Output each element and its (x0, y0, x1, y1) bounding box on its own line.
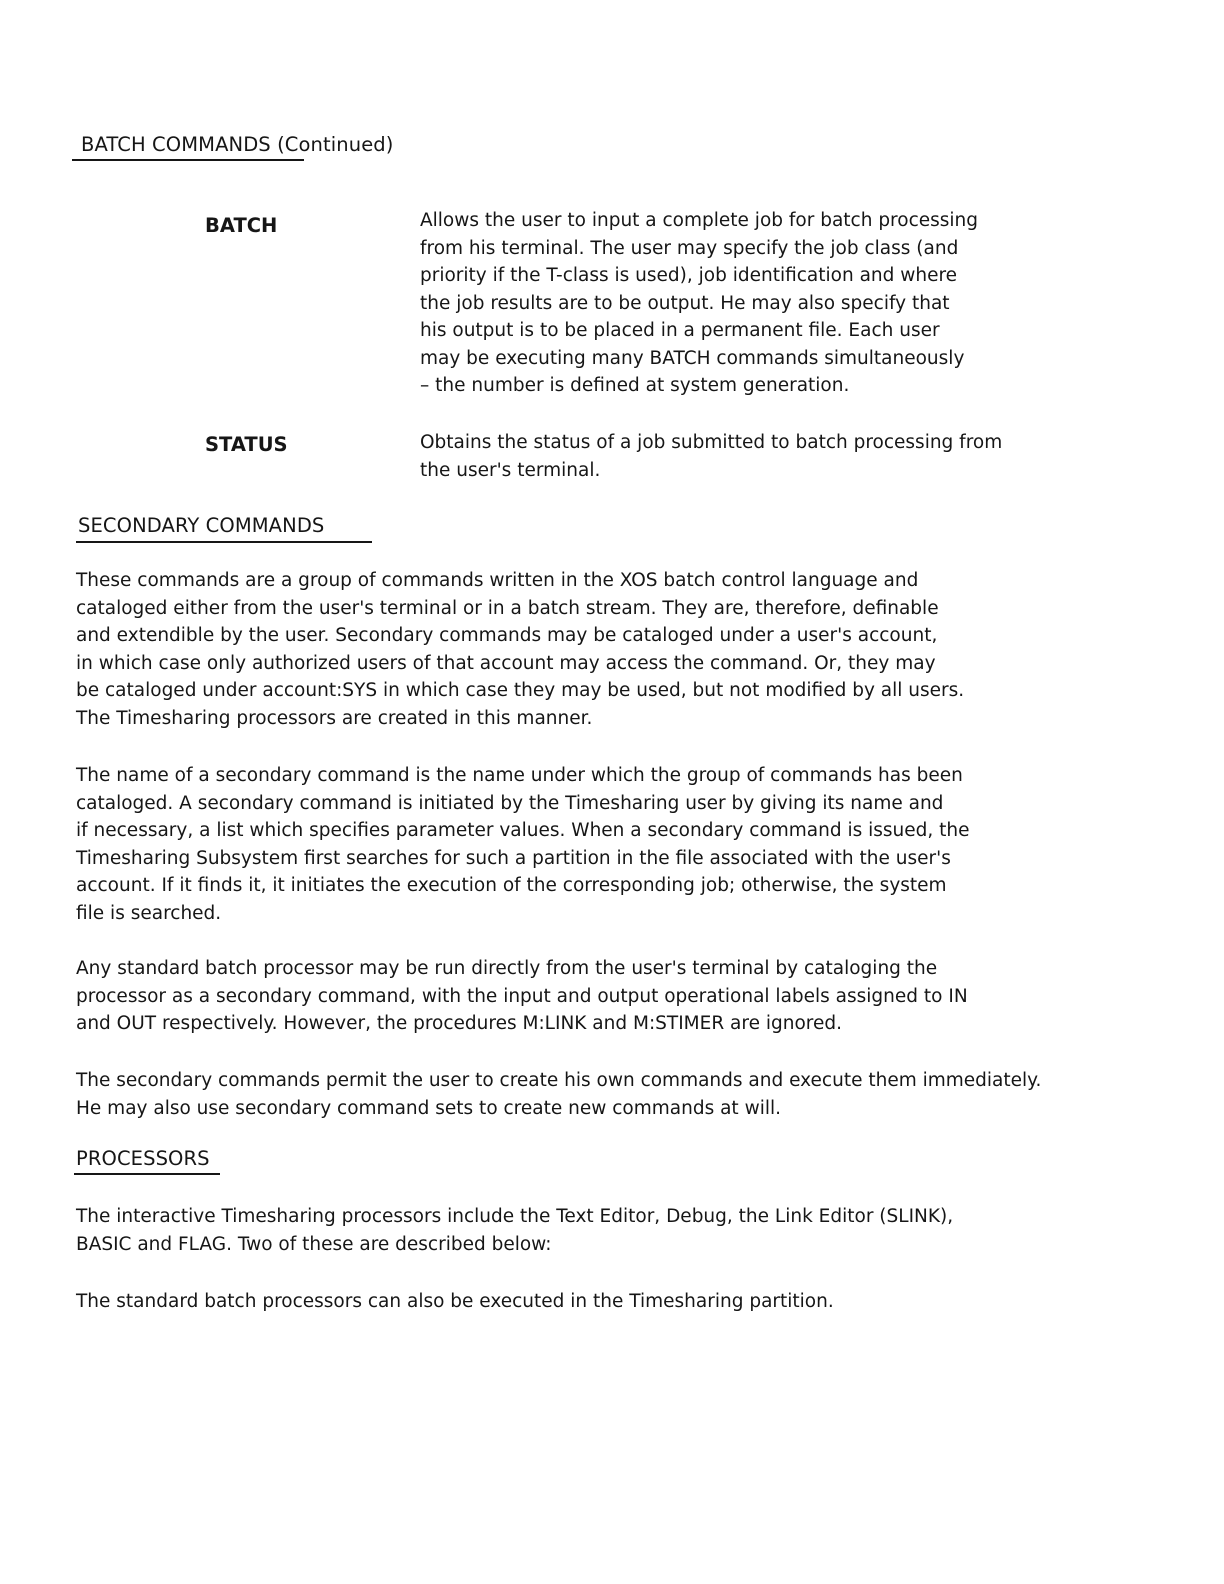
heading-batch-commands-suffix: (Continued) (270, 133, 394, 156)
paragraph-line: cataloged either from the user's terminal or in a batch stream. They are, therefore, definable (76, 597, 939, 619)
heading-processors-underline (74, 1173, 220, 1175)
paragraph-line: be cataloged under account:SYS in which case they may be used, but not modified by all users. (76, 680, 965, 701)
paragraph-line: The secondary commands permit the user to create his own commands and execute them immediately. (76, 1070, 1042, 1091)
heading-secondary-commands-underline (76, 541, 372, 543)
heading-secondary-commands: SECONDARY COMMANDS (78, 514, 325, 537)
paragraph-line: The Timesharing processors are created in this manner. (76, 707, 593, 729)
heading-processors: PROCESSORS (76, 1147, 210, 1170)
paragraph-secondary-1 (76, 567, 964, 732)
paragraph-line: in which case only authorized users of that account may access the command. Or, they may (76, 652, 936, 674)
paragraph-line: cataloged. A secondary command is initiated by the Timesharing user by giving its name and (76, 792, 944, 814)
heading-batch-commands-underline (72, 159, 304, 161)
paragraph-secondary-4 (76, 1067, 1041, 1122)
paragraph-processors-2 (76, 1288, 834, 1316)
paragraph-line: Timesharing Subsystem first searches for such a partition in the file associated with the user's (76, 847, 951, 869)
definition-line: Obtains the status of a job submitted to batch processing from (420, 432, 1003, 453)
definition-line: – the number is defined at system generation. (420, 375, 850, 396)
definition-line: his output is to be placed in a permanent file. Each user (420, 320, 940, 341)
paragraph-secondary-3 (76, 955, 968, 1038)
paragraph-processors-1 (76, 1203, 953, 1258)
paragraph-line: file is searched. (76, 902, 222, 924)
definition-line: the user's terminal. (420, 459, 601, 481)
definition-line: may be executing many BATCH commands simultaneously (420, 347, 965, 369)
paragraph-line: Any standard batch processor may be run directly from the user's terminal by cataloging the (76, 958, 938, 979)
paragraph-line: if necessary, a list which specifies parameter values. When a secondary command is issued, the (76, 820, 970, 841)
term-status: STATUS (205, 433, 288, 456)
paragraph-line: account. If it finds it, it initiates the execution of the corresponding job; otherwise, the system (76, 875, 947, 896)
paragraph-line: and extendible by the user. Secondary commands may be cataloged under a user's account, (76, 625, 938, 646)
paragraph-secondary-2 (76, 762, 970, 927)
definition-line: from his terminal. The user may specify the job class (and (420, 237, 959, 259)
heading-batch-commands (81, 133, 393, 157)
paragraph-line: The name of a secondary command is the name under which the group of commands has been (76, 765, 963, 786)
definition-status (420, 429, 1002, 484)
paragraph-line: The interactive Timesharing processors include the Text Editor, Debug, the Link Editor (SLINK), (76, 1206, 954, 1227)
paragraph-line: These commands are a group of commands written in the XOS batch control language and (76, 570, 919, 591)
paragraph-line: and OUT respectively. However, the procedures M:LINK and M:STIMER are ignored. (76, 1013, 842, 1034)
term-batch: BATCH (205, 214, 278, 237)
paragraph-line: He may also use secondary command sets to create new commands at will. (76, 1097, 781, 1119)
definition-line: Allows the user to input a complete job for batch processing (420, 210, 979, 231)
definition-line: the job results are to be output. He may also specify that (420, 292, 950, 314)
heading-batch-commands-title: BATCH COMMANDS (81, 133, 271, 156)
definition-batch (420, 207, 978, 400)
paragraph-line: BASIC and FLAG. Two of these are described below: (76, 1233, 552, 1255)
paragraph-line: The standard batch processors can also be executed in the Timesharing partition. (76, 1291, 834, 1312)
paragraph-line: processor as a secondary command, with the input and output operational labels assigned to IN (76, 985, 968, 1007)
definition-line: priority if the T-class is used), job identification and where (420, 265, 958, 286)
